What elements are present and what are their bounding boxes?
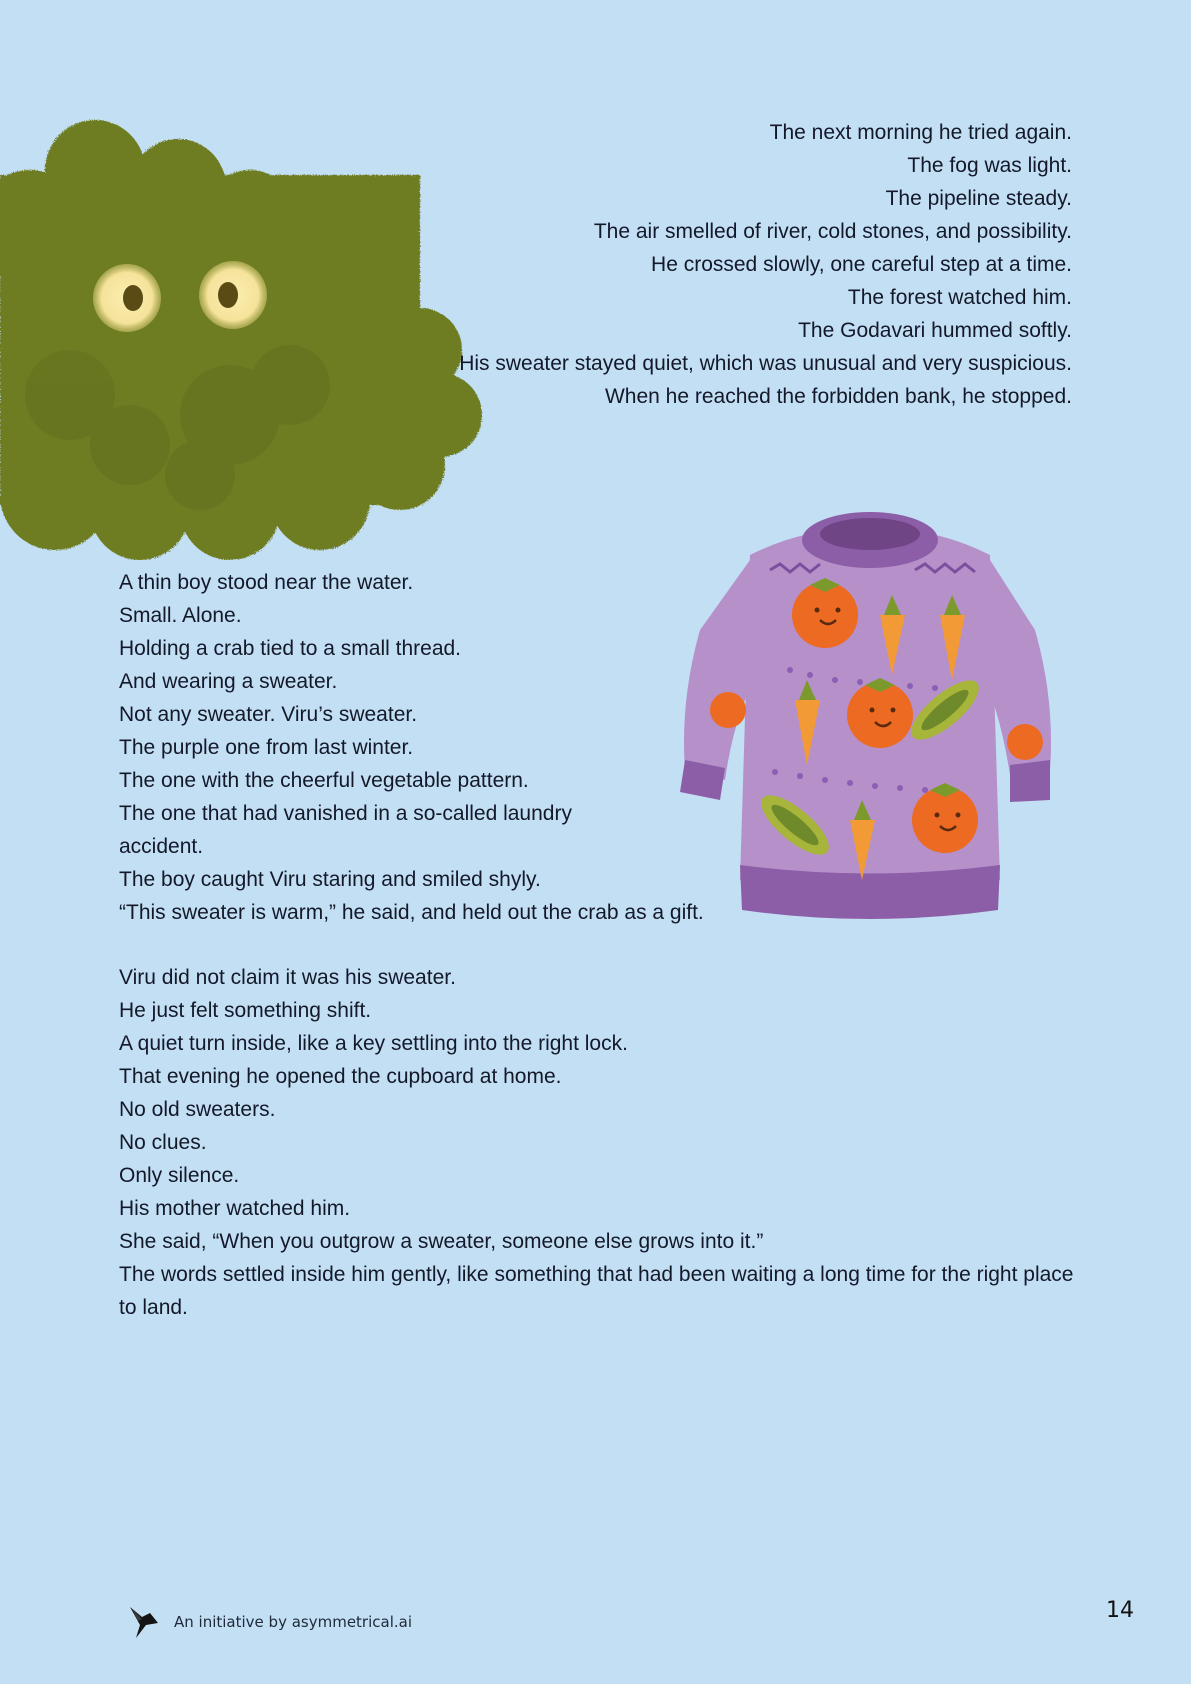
text-line: The forest watched him. (847, 286, 1072, 309)
text-line: The pipeline steady. (885, 187, 1072, 210)
text-line: Small. Alone. (119, 604, 242, 627)
text-line: His mother watched him. (119, 1197, 351, 1220)
text-line: Not any sweater. Viru’s sweater. (119, 703, 418, 726)
bottom-passage (119, 961, 1079, 1324)
text-line: The one with the cheerful vegetable pattern. (119, 769, 529, 792)
text-line: “This sweater is warm,” he said, and held out the crab as a gift. (119, 901, 704, 924)
text-line: Only silence. (119, 1164, 240, 1187)
text-line: When he reached the forbidden bank, he stopped. (604, 385, 1072, 408)
text-line: Holding a crab tied to a small thread. (119, 637, 462, 660)
page-number: 14 (1106, 1598, 1134, 1623)
text-line: His sweater stayed quiet, which was unusual and very suspicious. (459, 352, 1072, 375)
text-line: The boy caught Viru staring and smiled shyly. (119, 868, 541, 891)
top-passage (312, 116, 1072, 413)
text-line: The air smelled of river, cold stones, and possibility. (593, 220, 1072, 243)
footer-text: An initiative by asymmetrical.ai (174, 1613, 412, 1631)
footer (128, 1605, 412, 1639)
text-line: The next morning he tried again. (769, 121, 1072, 144)
text-line: The words settled inside him gently, like something that had been waiting a long time for the right place to land. (119, 1263, 1074, 1319)
text-line: A thin boy stood near the water. (119, 571, 414, 594)
text-line: And wearing a sweater. (119, 670, 338, 693)
text-line: The fog was light. (907, 154, 1072, 177)
text-line: He crossed slowly, one careful step at a time. (651, 253, 1072, 276)
bird-logo-icon (128, 1605, 160, 1639)
text-line: Viru did not claim it was his sweater. (119, 966, 456, 989)
text-line: The one that had vanished in a so-called laundry accident. (119, 802, 572, 858)
text-line: The Godavari hummed softly. (798, 319, 1072, 342)
text-line: That evening he opened the cupboard at home. (119, 1065, 562, 1088)
text-line: The purple one from last winter. (119, 736, 414, 759)
text-line: No clues. (119, 1131, 207, 1154)
text-line: He just felt something shift. (119, 999, 372, 1022)
middle-passage (119, 566, 759, 929)
text-line: A quiet turn inside, like a key settling into the right lock. (119, 1032, 628, 1055)
text-line: She said, “When you outgrow a sweater, someone else grows into it.” (119, 1230, 764, 1253)
text-line: No old sweaters. (119, 1098, 276, 1121)
